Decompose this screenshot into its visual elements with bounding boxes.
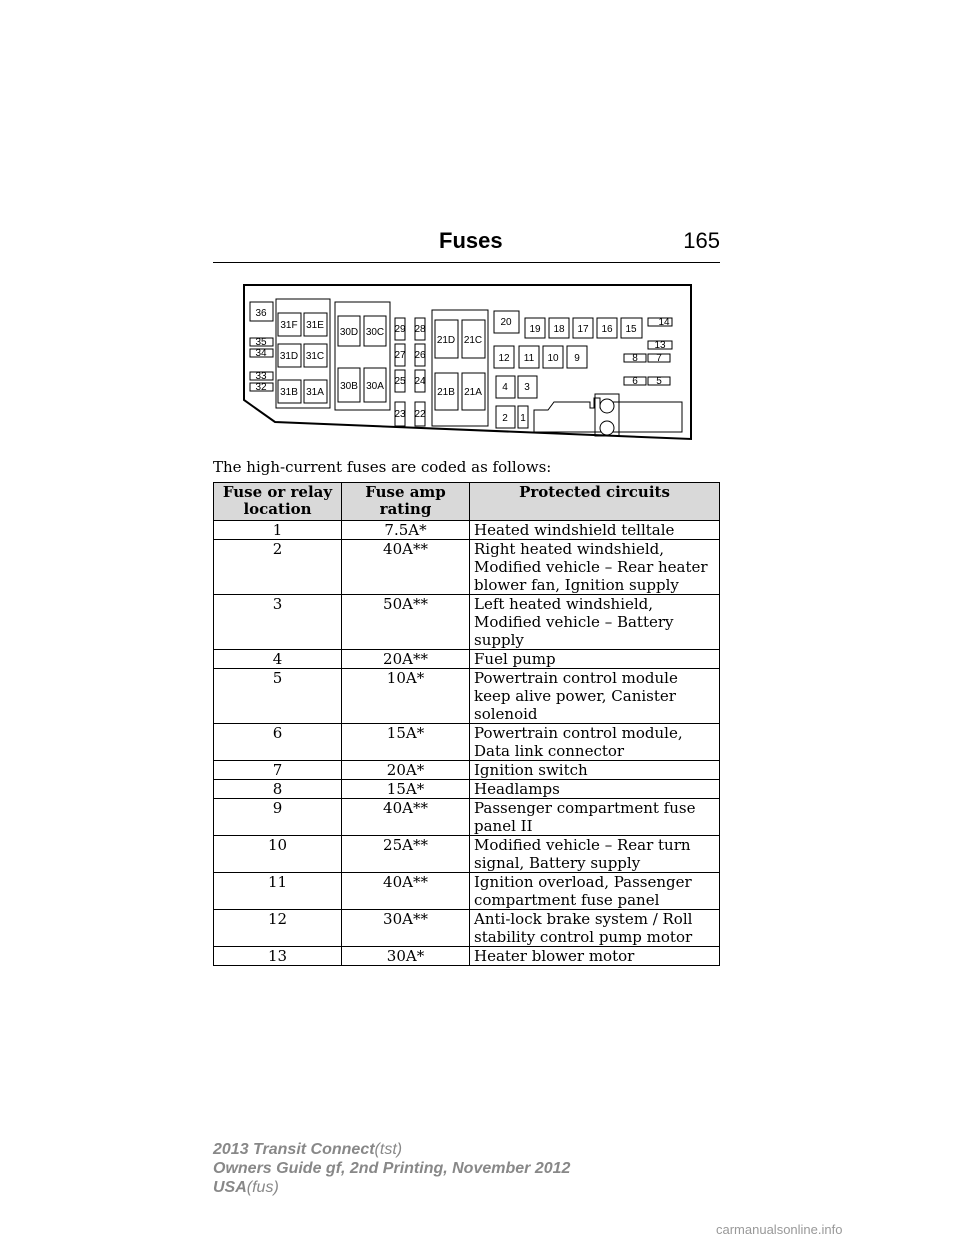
mount-circle-icon bbox=[600, 399, 614, 413]
page-header bbox=[213, 228, 720, 263]
footer-model: 2013 Transit Connect bbox=[213, 1141, 375, 1158]
cell-protected-circuits: Passenger compartment fuse panel II bbox=[470, 799, 720, 836]
table-row bbox=[214, 595, 720, 650]
fuse-label: 21A bbox=[464, 387, 482, 398]
fuse-label: 13 bbox=[654, 340, 666, 351]
fuse-label: 31A bbox=[306, 387, 324, 398]
cell-protected-circuits: Left heated windshield, Modified vehicle – Battery supply bbox=[470, 595, 720, 650]
fuse-label: 20 bbox=[500, 317, 512, 328]
fuse-label: 27 bbox=[394, 350, 406, 361]
fuse-label: 34 bbox=[255, 348, 267, 359]
fuse-label: 14 bbox=[658, 317, 670, 328]
fuse-label: 21C bbox=[463, 335, 483, 346]
cell-protected-circuits: Heated windshield telltale bbox=[470, 521, 720, 540]
cell-amp-rating: 30A* bbox=[342, 947, 470, 966]
footer-market: USA bbox=[213, 1179, 247, 1196]
table-row bbox=[214, 799, 720, 836]
cell-amp-rating: 40A** bbox=[342, 540, 470, 595]
footer-model-code: (tst) bbox=[374, 1141, 403, 1158]
mount-circle-icon bbox=[600, 421, 614, 435]
fuse-label: 2 bbox=[502, 413, 508, 424]
footer-market-code: (fus) bbox=[246, 1179, 279, 1196]
fuse-label: 21D bbox=[436, 335, 456, 346]
cell-protected-circuits: Fuel pump bbox=[470, 650, 720, 669]
cell-location: 11 bbox=[214, 873, 342, 910]
fuse-label: 23 bbox=[394, 409, 406, 420]
header-location: Fuse or relay location bbox=[214, 483, 342, 521]
cell-protected-circuits: Ignition overload, Passenger compartment fuse panel bbox=[470, 873, 720, 910]
table-row bbox=[214, 947, 720, 966]
fuse-label: 31C bbox=[305, 351, 325, 362]
cell-location: 7 bbox=[214, 761, 342, 780]
fuse-label: 31B bbox=[280, 387, 298, 398]
fuse-label: 21B bbox=[437, 387, 455, 398]
cell-amp-rating: 15A* bbox=[342, 780, 470, 799]
fuse-label: 30A bbox=[366, 381, 384, 392]
cell-location: 13 bbox=[214, 947, 342, 966]
cell-location: 12 bbox=[214, 910, 342, 947]
header-amp: Fuse amp rating bbox=[342, 483, 470, 521]
fuse-label: 7 bbox=[656, 353, 662, 364]
fuse-label: 1 bbox=[520, 413, 526, 424]
cell-amp-rating: 7.5A* bbox=[342, 521, 470, 540]
cell-amp-rating: 30A** bbox=[342, 910, 470, 947]
table-row bbox=[214, 540, 720, 595]
fuse-label: 19 bbox=[529, 324, 541, 335]
cell-location: 9 bbox=[214, 799, 342, 836]
table-row bbox=[214, 910, 720, 947]
fuse-label: 22 bbox=[414, 409, 426, 420]
cell-location: 1 bbox=[214, 521, 342, 540]
cell-amp-rating: 20A** bbox=[342, 650, 470, 669]
cell-amp-rating: 40A** bbox=[342, 873, 470, 910]
fuse-label: 29 bbox=[394, 324, 406, 335]
cell-amp-rating: 10A* bbox=[342, 669, 470, 724]
fuse-label: 33 bbox=[255, 371, 267, 382]
cell-protected-circuits: Powertrain control module, Data link connector bbox=[470, 724, 720, 761]
table-row bbox=[214, 521, 720, 540]
table-row bbox=[214, 650, 720, 669]
cell-location: 3 bbox=[214, 595, 342, 650]
intro-text: The high-current fuses are coded as follows: bbox=[213, 458, 552, 476]
fuse-label: 24 bbox=[414, 376, 426, 387]
fuse-label: 35 bbox=[255, 337, 267, 348]
cell-location: 8 bbox=[214, 780, 342, 799]
fuse-label: 8 bbox=[632, 353, 638, 364]
fuse-label: 15 bbox=[625, 324, 637, 335]
fuse-label: 30D bbox=[339, 327, 359, 338]
fuse-label: 28 bbox=[414, 324, 426, 335]
fuse-label: 12 bbox=[498, 353, 510, 364]
cell-amp-rating: 15A* bbox=[342, 724, 470, 761]
fuse-label: 4 bbox=[502, 382, 508, 393]
cell-protected-circuits: Ignition switch bbox=[470, 761, 720, 780]
cell-amp-rating: 50A** bbox=[342, 595, 470, 650]
cell-protected-circuits: Headlamps bbox=[470, 780, 720, 799]
header-circuits: Protected circuits bbox=[470, 483, 720, 521]
fuse-label: 17 bbox=[577, 324, 589, 335]
section-title: Fuses bbox=[439, 228, 503, 253]
table-header-row bbox=[214, 483, 720, 521]
fuse-label: 31F bbox=[280, 320, 298, 331]
footer bbox=[213, 1140, 570, 1197]
table-row bbox=[214, 669, 720, 724]
fuse-label: 25 bbox=[394, 376, 406, 387]
footer-line-1 bbox=[213, 1140, 570, 1159]
cell-amp-rating: 20A* bbox=[342, 761, 470, 780]
table-row bbox=[214, 724, 720, 761]
cell-amp-rating: 40A** bbox=[342, 799, 470, 836]
table-row bbox=[214, 761, 720, 780]
table-row bbox=[214, 836, 720, 873]
fuse-label: 5 bbox=[656, 376, 662, 387]
table-row bbox=[214, 780, 720, 799]
fuse-label: 31E bbox=[306, 320, 324, 331]
cell-protected-circuits: Right heated windshield, Modified vehicle – Rear heater blower fan, Ignition supply bbox=[470, 540, 720, 595]
cell-protected-circuits: Powertrain control module keep alive power, Canister solenoid bbox=[470, 669, 720, 724]
table-row bbox=[214, 873, 720, 910]
cell-location: 10 bbox=[214, 836, 342, 873]
cell-location: 2 bbox=[214, 540, 342, 595]
watermark: carmanualsonline.info bbox=[716, 1222, 843, 1237]
footer-line-3 bbox=[213, 1178, 570, 1197]
fuse-label: 30C bbox=[365, 327, 385, 338]
fuse-label: 9 bbox=[574, 353, 580, 364]
fuse-label: 31D bbox=[279, 351, 299, 362]
fuse-table bbox=[213, 482, 720, 966]
cell-location: 6 bbox=[214, 724, 342, 761]
cell-location: 5 bbox=[214, 669, 342, 724]
footer-line-2: Owners Guide gf, 2nd Printing, November 2012 bbox=[213, 1160, 571, 1177]
fuse-label: 6 bbox=[632, 376, 638, 387]
cell-protected-circuits: Anti-lock brake system / Roll stability control pump motor bbox=[470, 910, 720, 947]
fuse-label: 11 bbox=[523, 353, 535, 364]
fuse-label: 3 bbox=[524, 382, 530, 393]
fuse-box-svg bbox=[238, 282, 693, 442]
cell-protected-circuits: Heater blower motor bbox=[470, 947, 720, 966]
table-body bbox=[214, 521, 720, 966]
fuse-box-diagram bbox=[238, 282, 693, 442]
fuse-label: 36 bbox=[255, 308, 267, 319]
page-number: 165 bbox=[683, 228, 720, 253]
fuse-label: 26 bbox=[414, 350, 426, 361]
cell-location: 4 bbox=[214, 650, 342, 669]
fuse-label: 30B bbox=[340, 381, 358, 392]
fuse-label: 18 bbox=[553, 324, 565, 335]
fuse-label: 10 bbox=[547, 353, 559, 364]
cell-protected-circuits: Modified vehicle – Rear turn signal, Battery supply bbox=[470, 836, 720, 873]
fuse-label: 32 bbox=[255, 382, 267, 393]
cell-amp-rating: 25A** bbox=[342, 836, 470, 873]
fuse-label: 16 bbox=[601, 324, 613, 335]
